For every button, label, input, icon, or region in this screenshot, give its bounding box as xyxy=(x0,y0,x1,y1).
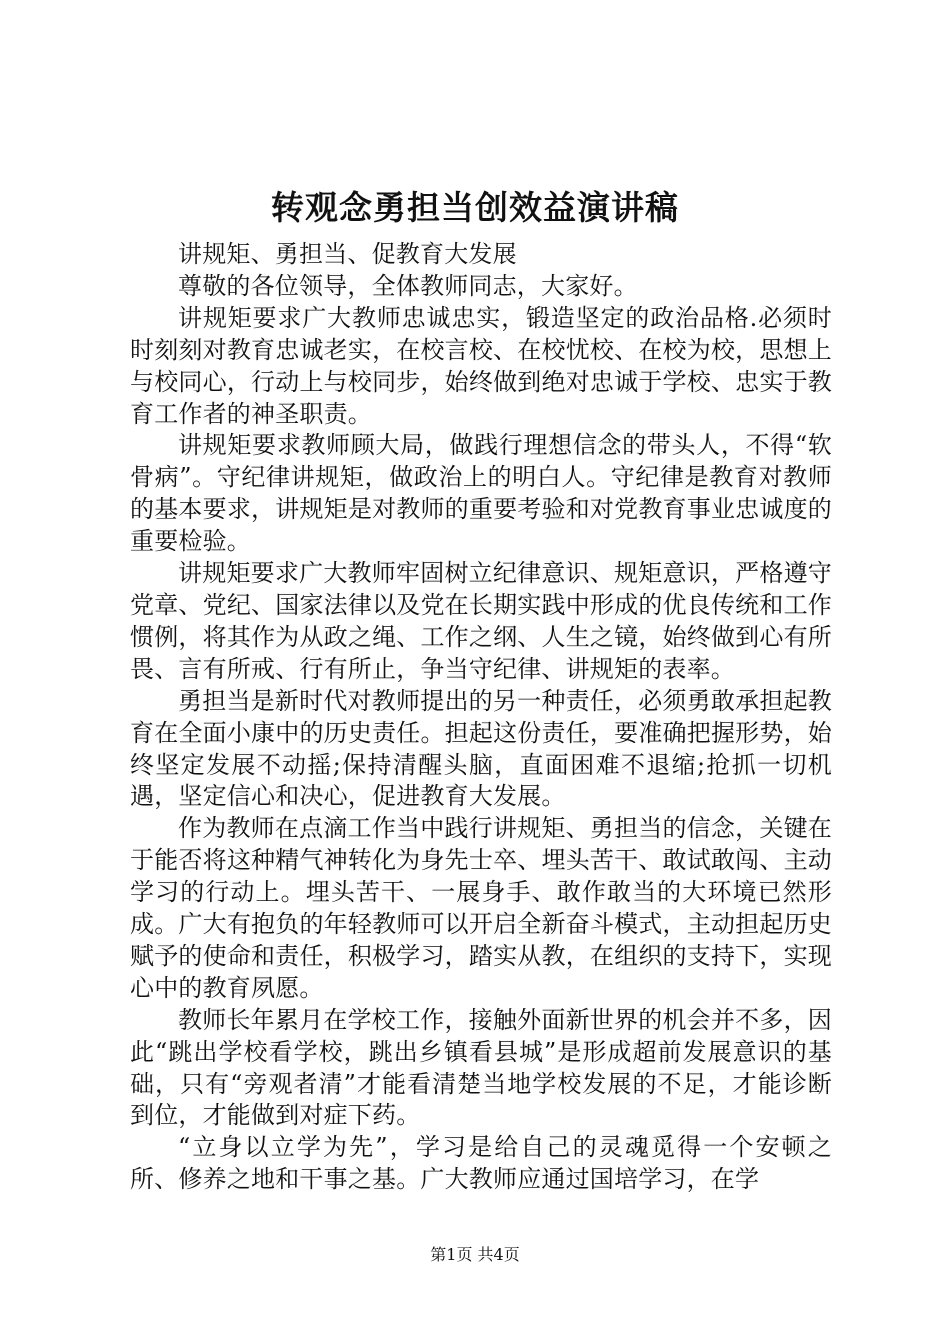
paragraph-7: “立身以立学为先”，学习是给自己的灵魂觅得一个安顿之所、修养之地和干事之基。广大教师应通过国培学习，在学 xyxy=(130,1133,832,1194)
document-title: 转观念勇担当创效益演讲稿 xyxy=(271,188,679,227)
paragraph-greeting: 尊敬的各位领导，全体教师同志，大家好。 xyxy=(178,271,638,300)
page-footer: 第1页 共4页 xyxy=(430,1245,520,1264)
paragraph-3: 讲规矩要求广大教师牢固树立纪律意识、规矩意识，严格遵守党章、党纪、国家法律以及党在长期实践中形成的优良传统和工作惯例，将其作为从政之绳、工作之纲、人生之镜，始终做到心有所畏、言有所戒、行有所止，争当守纪律、讲规矩的表率。 xyxy=(130,559,832,683)
document-body xyxy=(130,239,832,1196)
paragraph-2: 讲规矩要求教师顾大局，做践行理想信念的带头人，不得“软骨病”。守纪律讲规矩，做政治上的明白人。守纪律是教育对教师的基本要求，讲规矩是对教师的重要考验和对党教育事业忠诚度的重要检验。 xyxy=(130,431,832,556)
paragraph-1: 讲规矩要求广大教师忠诚忠实，锻造坚定的政治品格.必须时时刻刻对教育忠诚老实，在校言校、在校忧校、在校为校，思想上与校同心，行动上与校同步，始终做到绝对忠诚于学校、忠实于教育工作者的神圣职责。 xyxy=(130,303,832,428)
paragraph-4: 勇担当是新时代对教师提出的另一种责任，必须勇敢承担起教育在全面小康中的历史责任。担起这份责任，要准确把握形势，始终坚定发展不动摇;保持清醒头脑，直面困难不退缩;抢抓一切机遇，坚定信心和决心，促进教育大发展。 xyxy=(130,686,832,811)
paragraph-5: 作为教师在点滴工作当中践行讲规矩、勇担当的信念，关键在于能否将这种精气神转化为身先士卒、埋头苦干、敢试敢闯、主动学习的行动上。埋头苦干、一展身手、敢作敢当的大环境已然形成。广大有抱负的年轻教师可以开启全新奋斗模式，主动担起历史赋予的使命和责任，积极学习，踏实从教，在组织的支持下，实现心中的教育夙愿。 xyxy=(130,814,832,1002)
paragraph-6: 教师长年累月在学校工作，接触外面新世界的机会并不多，因此“跳出学校看学校，跳出乡镇看县城”是形成超前发展意识的基础，只有“旁观者清”才能看清楚当地学校发展的不足，才能诊断到位，才能做到对症下药。 xyxy=(130,1005,832,1130)
paragraph-subtitle: 讲规矩、勇担当、促教育大发展 xyxy=(178,240,517,268)
